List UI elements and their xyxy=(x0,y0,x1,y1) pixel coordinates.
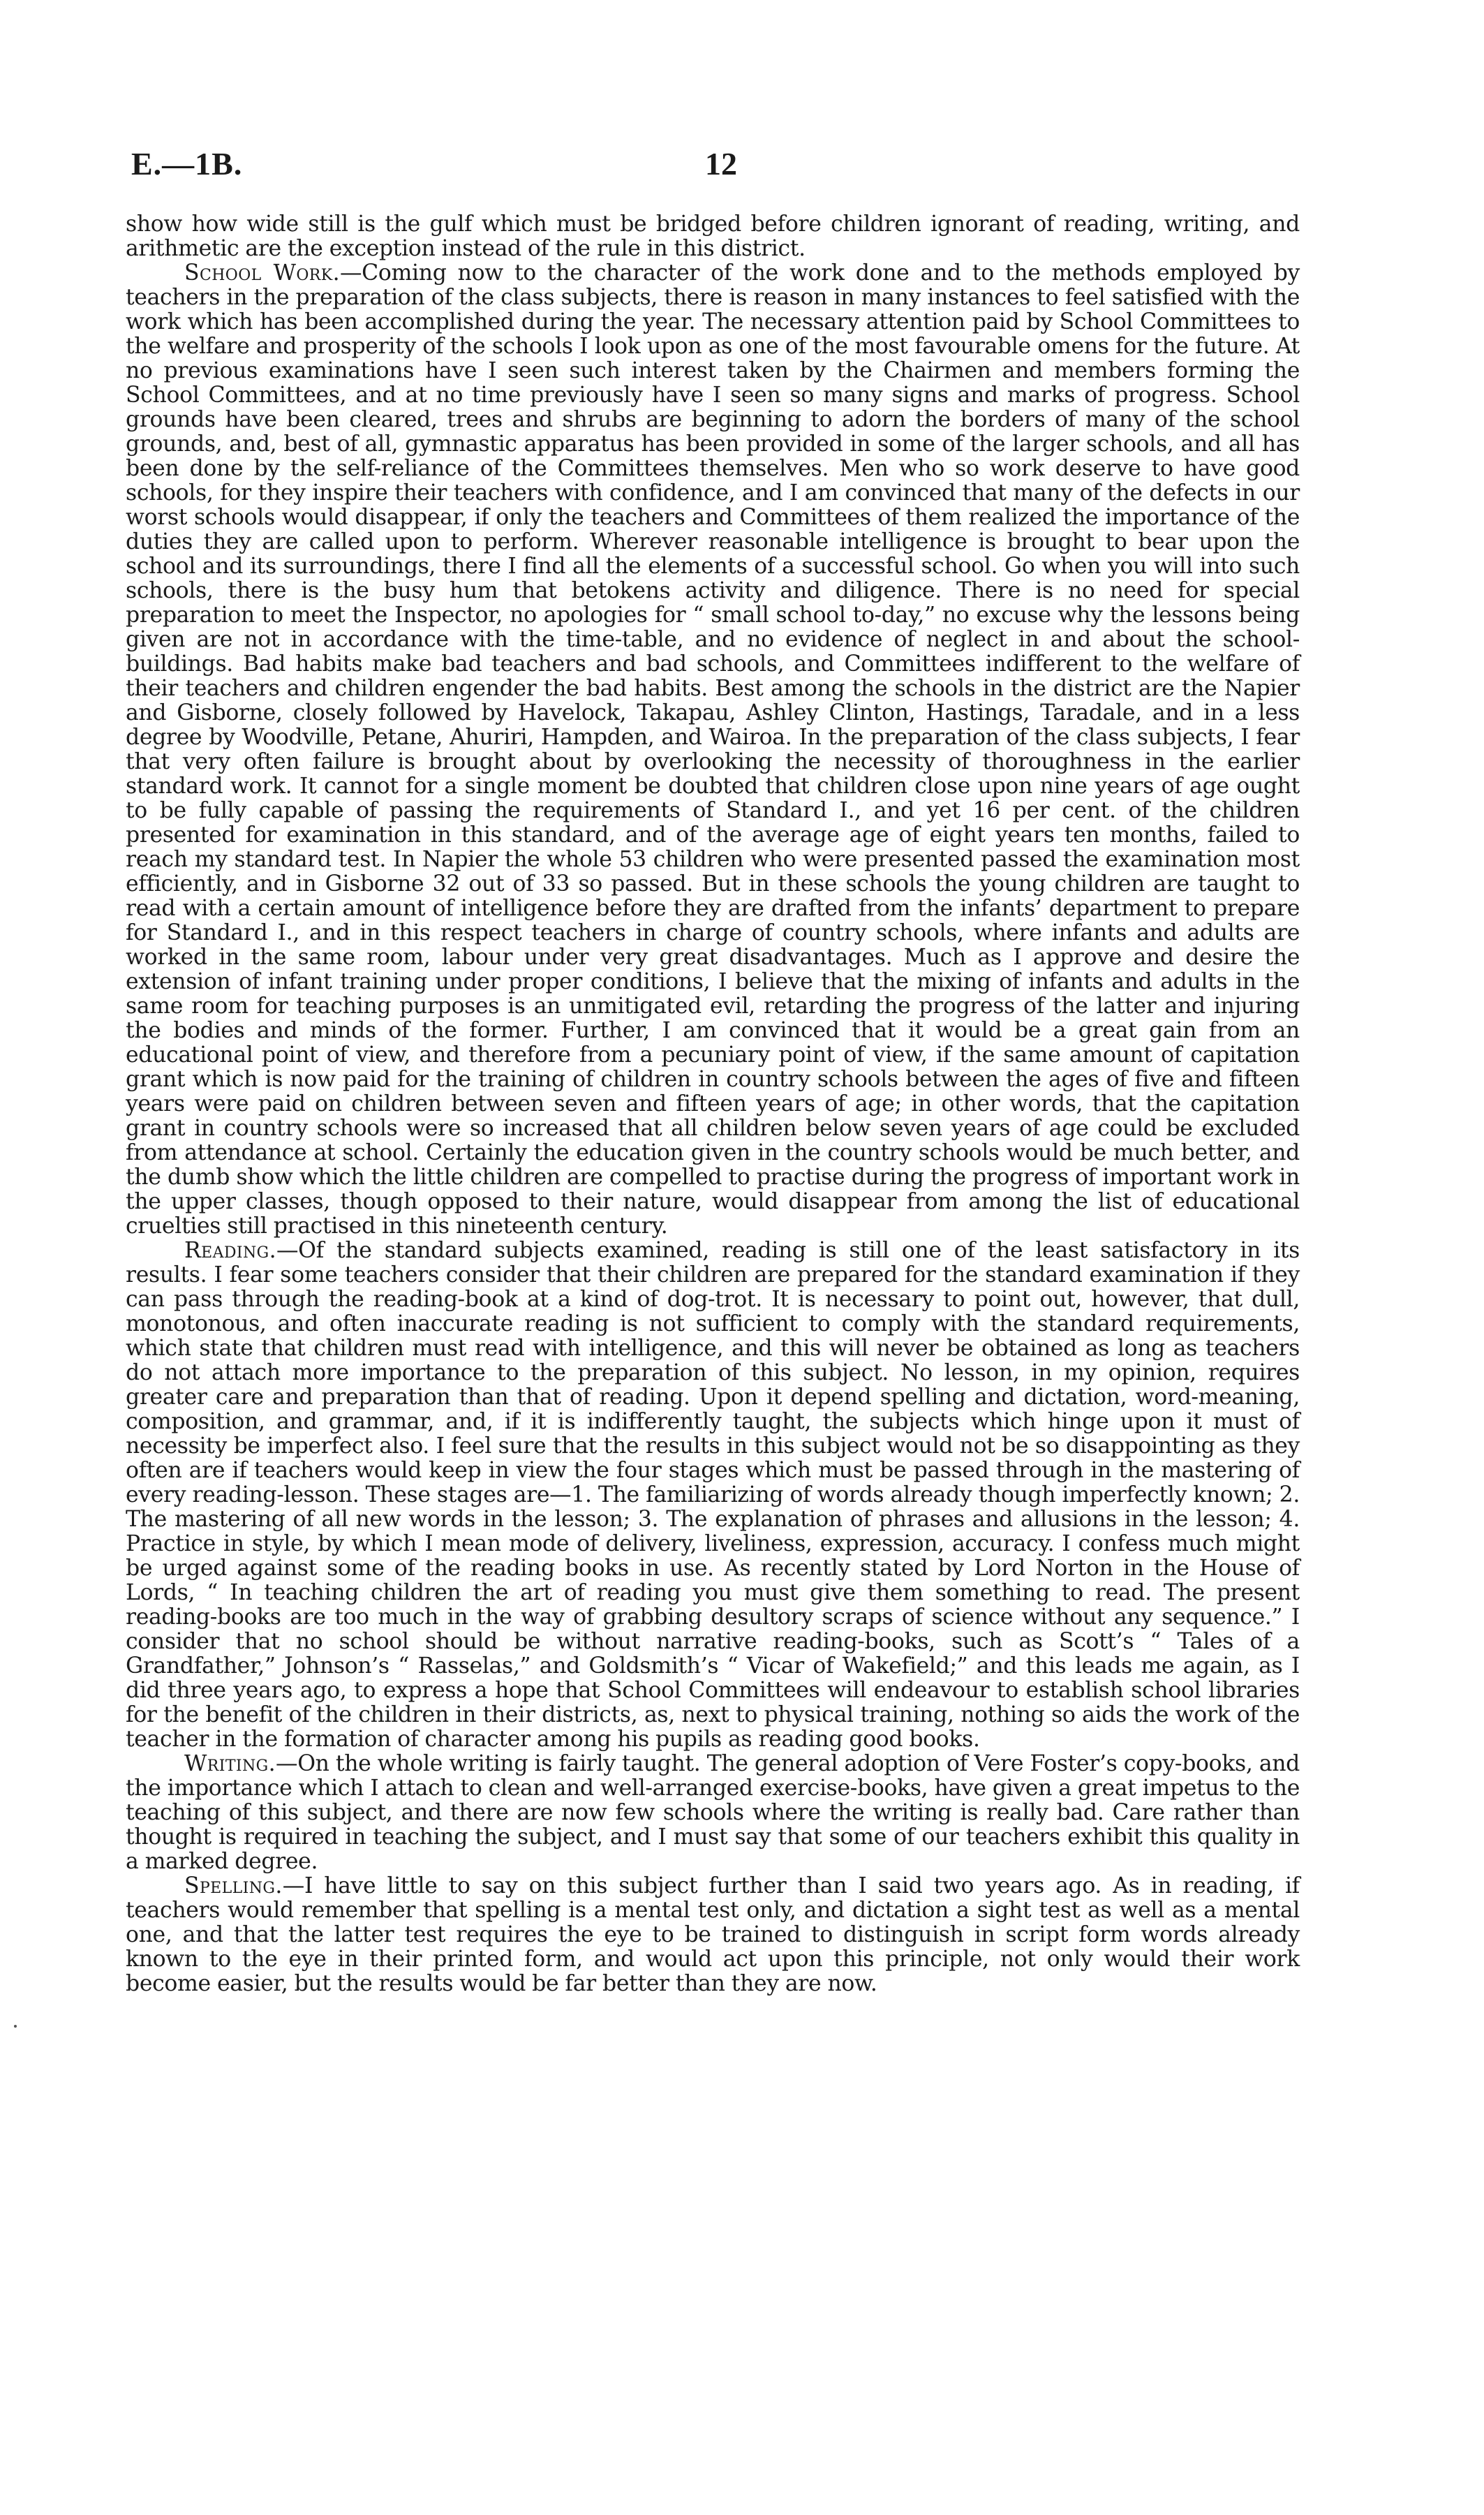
paragraph-text: —I have little to say on this subject further than I said two years ago. As in reading, if teachers would remember that spelling is a mental test only, and dictation a sight test as well as a mental one, and that the latter test requires the eye to be trained to distinguish in script form words already known to the eye in their printed form, and would act upon this principle, not only would their work become easier, but the results would be far better than they are now. xyxy=(126,1873,1300,1996)
paragraph-reading xyxy=(126,1239,1300,1752)
page-number: 12 xyxy=(705,146,737,182)
paragraph-writing xyxy=(126,1752,1300,1874)
paragraph-spelling xyxy=(126,1874,1300,1996)
page-header xyxy=(126,140,1300,196)
paragraph-school-work xyxy=(126,261,1300,1239)
paragraph-text: —Of the standard subjects examined, reading is still one of the least satisfactory in its results. I fear some teachers consider that their children are prepared for the standard examination if they can pass through the reading-book at a kind of dog-trot. It is necessary to point out, however, that dull, monotonous, and often inaccurate reading is not sufficient to comply with the standard requirements, which state that children must read with intelligence, and this will never be obtained as long as teachers do not attach more importance to the preparation of this subject. No lesson, in my opinion, requires greater care and preparation than that of reading. Upon it depend spelling and dictation, word-meaning, composition, and grammar, and, if it is indifferently taught, the subjects which hinge upon it must of necessity be imperfect also. I feel sure that the results in this subject would not be so disappointing as they often are if teachers would keep in view the four stages which must be passed through in the mastering of every reading-lesson. These stages are—1. The familiarizing of words already though imperfectly known; 2. The mastering of all new words in the lesson; 3. The explanation of phrases and allusions in the lesson; 4. Practice in style, by which I mean mode of delivery, liveliness, expression, accuracy. I confess much might be urged against some of the reading books in use. As recently stated by Lord Norton in the House of Lords, “ In teaching children the art of reading you must give them something to read. The present reading-books are too much in the way of grabbing desultory scraps of science without any sequence.” I consider that no school should be without narrative reading-books, such as Scott’s “ Tales of a Grandfather,” Johnson’s “ Rasselas,” and Goldsmith’s “ Vicar of Wakefield;” and this leads me again, as I did three years ago, to express a hope that School Committees will endeavour to establish school libraries for the benefit of the children in their districts, as, next to physical training, nothing so aids the work of the teacher in the formation of character among his pupils as reading good books. xyxy=(126,1238,1300,1752)
report-body xyxy=(126,212,1300,1996)
document-page xyxy=(126,140,1300,1996)
margin-speck xyxy=(14,2025,17,2028)
section-heading-spelling: Spelling. xyxy=(184,1873,283,1898)
paragraph-text: —On the whole writing is fairly taught. The general adoption of Vere Foster’s copy-books, and the importance which I attach to clean and well-arranged exercise-books, have given a great impetus to the teaching of this subject, and there are now few schools where the writing is really bad. Care rather than thought is required in teaching the subject, and I must say that some of our teachers exhibit this quality in a marked degree. xyxy=(126,1751,1300,1874)
section-heading-school-work: School Work. xyxy=(184,260,340,286)
document-reference: E.—1B. xyxy=(131,146,243,182)
paragraph-continuation xyxy=(126,212,1300,261)
section-heading-reading: Reading. xyxy=(184,1238,277,1263)
paragraph-text: —Coming now to the character of the work done and to the methods employed by teachers in the preparation of the class subjects, there is reason in many instances to feel satisfied with the work which has been accomplished during the year. The necessary attention paid by School Committees to the welfare and prosperity of the schools I look upon as one of the most favourable omens for the future. At no previous examinations have I seen such interest taken by the Chairmen and members forming the School Committees, and at no time previously have I seen so many signs and marks of progress. School grounds have been cleared, trees and shrubs are beginning to adorn the borders of many of the school grounds, and, best of all, gymnastic apparatus has been provided in some of the larger schools, and all has been done by the self-reliance of the Committees themselves. Men who so work deserve to have good schools, for they inspire their teachers with confidence, and I am convinced that many of the defects in our worst schools would disappear, if only the teachers and Committees of them realized the importance of the duties they are called upon to perform. Wherever reasonable intelligence is brought to bear upon the school and its surroundings, there I find all the elements of a successful school. Go when you will into such schools, there is the busy hum that betokens activity and diligence. There is no need for special preparation to meet the Inspector, no apologies for “ small school to-day,” no excuse why the lessons being given are not in accordance with the time-table, and no evidence of neglect in and about the school-buildings. Bad habits make bad teachers and bad schools, and Committees indifferent to the welfare of their teachers and children engender the bad habits. Best among the schools in the district are the Napier and Gisborne, closely followed by Havelock, Takapau, Ashley Clinton, Hastings, Taradale, and in a less degree by Woodville, Petane, Ahuriri, Hampden, and Wairoa. In the preparation of the class subjects, I fear that very often failure is brought about by overlooking the necessity of thoroughness in the earlier standard work. It cannot for a single moment be doubted that children close upon nine years of age ought to be fully capable of passing the requirements of Standard I., and yet 16 per cent. of the children presented for examination in this standard, and of the average age of eight years ten months, failed to reach my standard test. In Napier the whole 53 children who were presented passed the examination most efficiently, and in Gisborne 32 out of 33 so passed. But in these schools the young children are taught to read with a certain amount of intelligence before they are drafted from the infants’ department to prepare for Standard I., and in this respect teachers in charge of country schools, where infants and adults are worked in the same room, labour under very great disadvantages. Much as I approve and desire the extension of infant training under proper conditions, I believe that the mixing of infants and adults in the same room for teaching purposes is an unmitigated evil, retarding the progress of the latter and injuring the bodies and minds of the former. Further, I am convinced that it would be a great gain from an educational point of view, and therefore from a pecuniary point of view, if the same amount of capitation grant which is now paid for the training of children in country schools between the ages of five and fifteen years were paid on children between seven and fifteen years of age; in other words, that the capitation grant in country schools were so increased that all children below seven years of age could be excluded from attendance at school. Certainly the education given in the country schools would be much better, and the dumb show which the little children are compelled to practise during the progress of important work in the upper classes, though opposed to their nature, would disappear from among the list of educational cruelties still practised in this nineteenth century. xyxy=(126,260,1300,1239)
section-heading-writing: Writing. xyxy=(184,1751,276,1776)
paragraph-text: show how wide still is the gulf which must be bridged before children ignorant of reading, writing, and arithmetic are the exception instead of the rule in this district. xyxy=(126,212,1300,261)
